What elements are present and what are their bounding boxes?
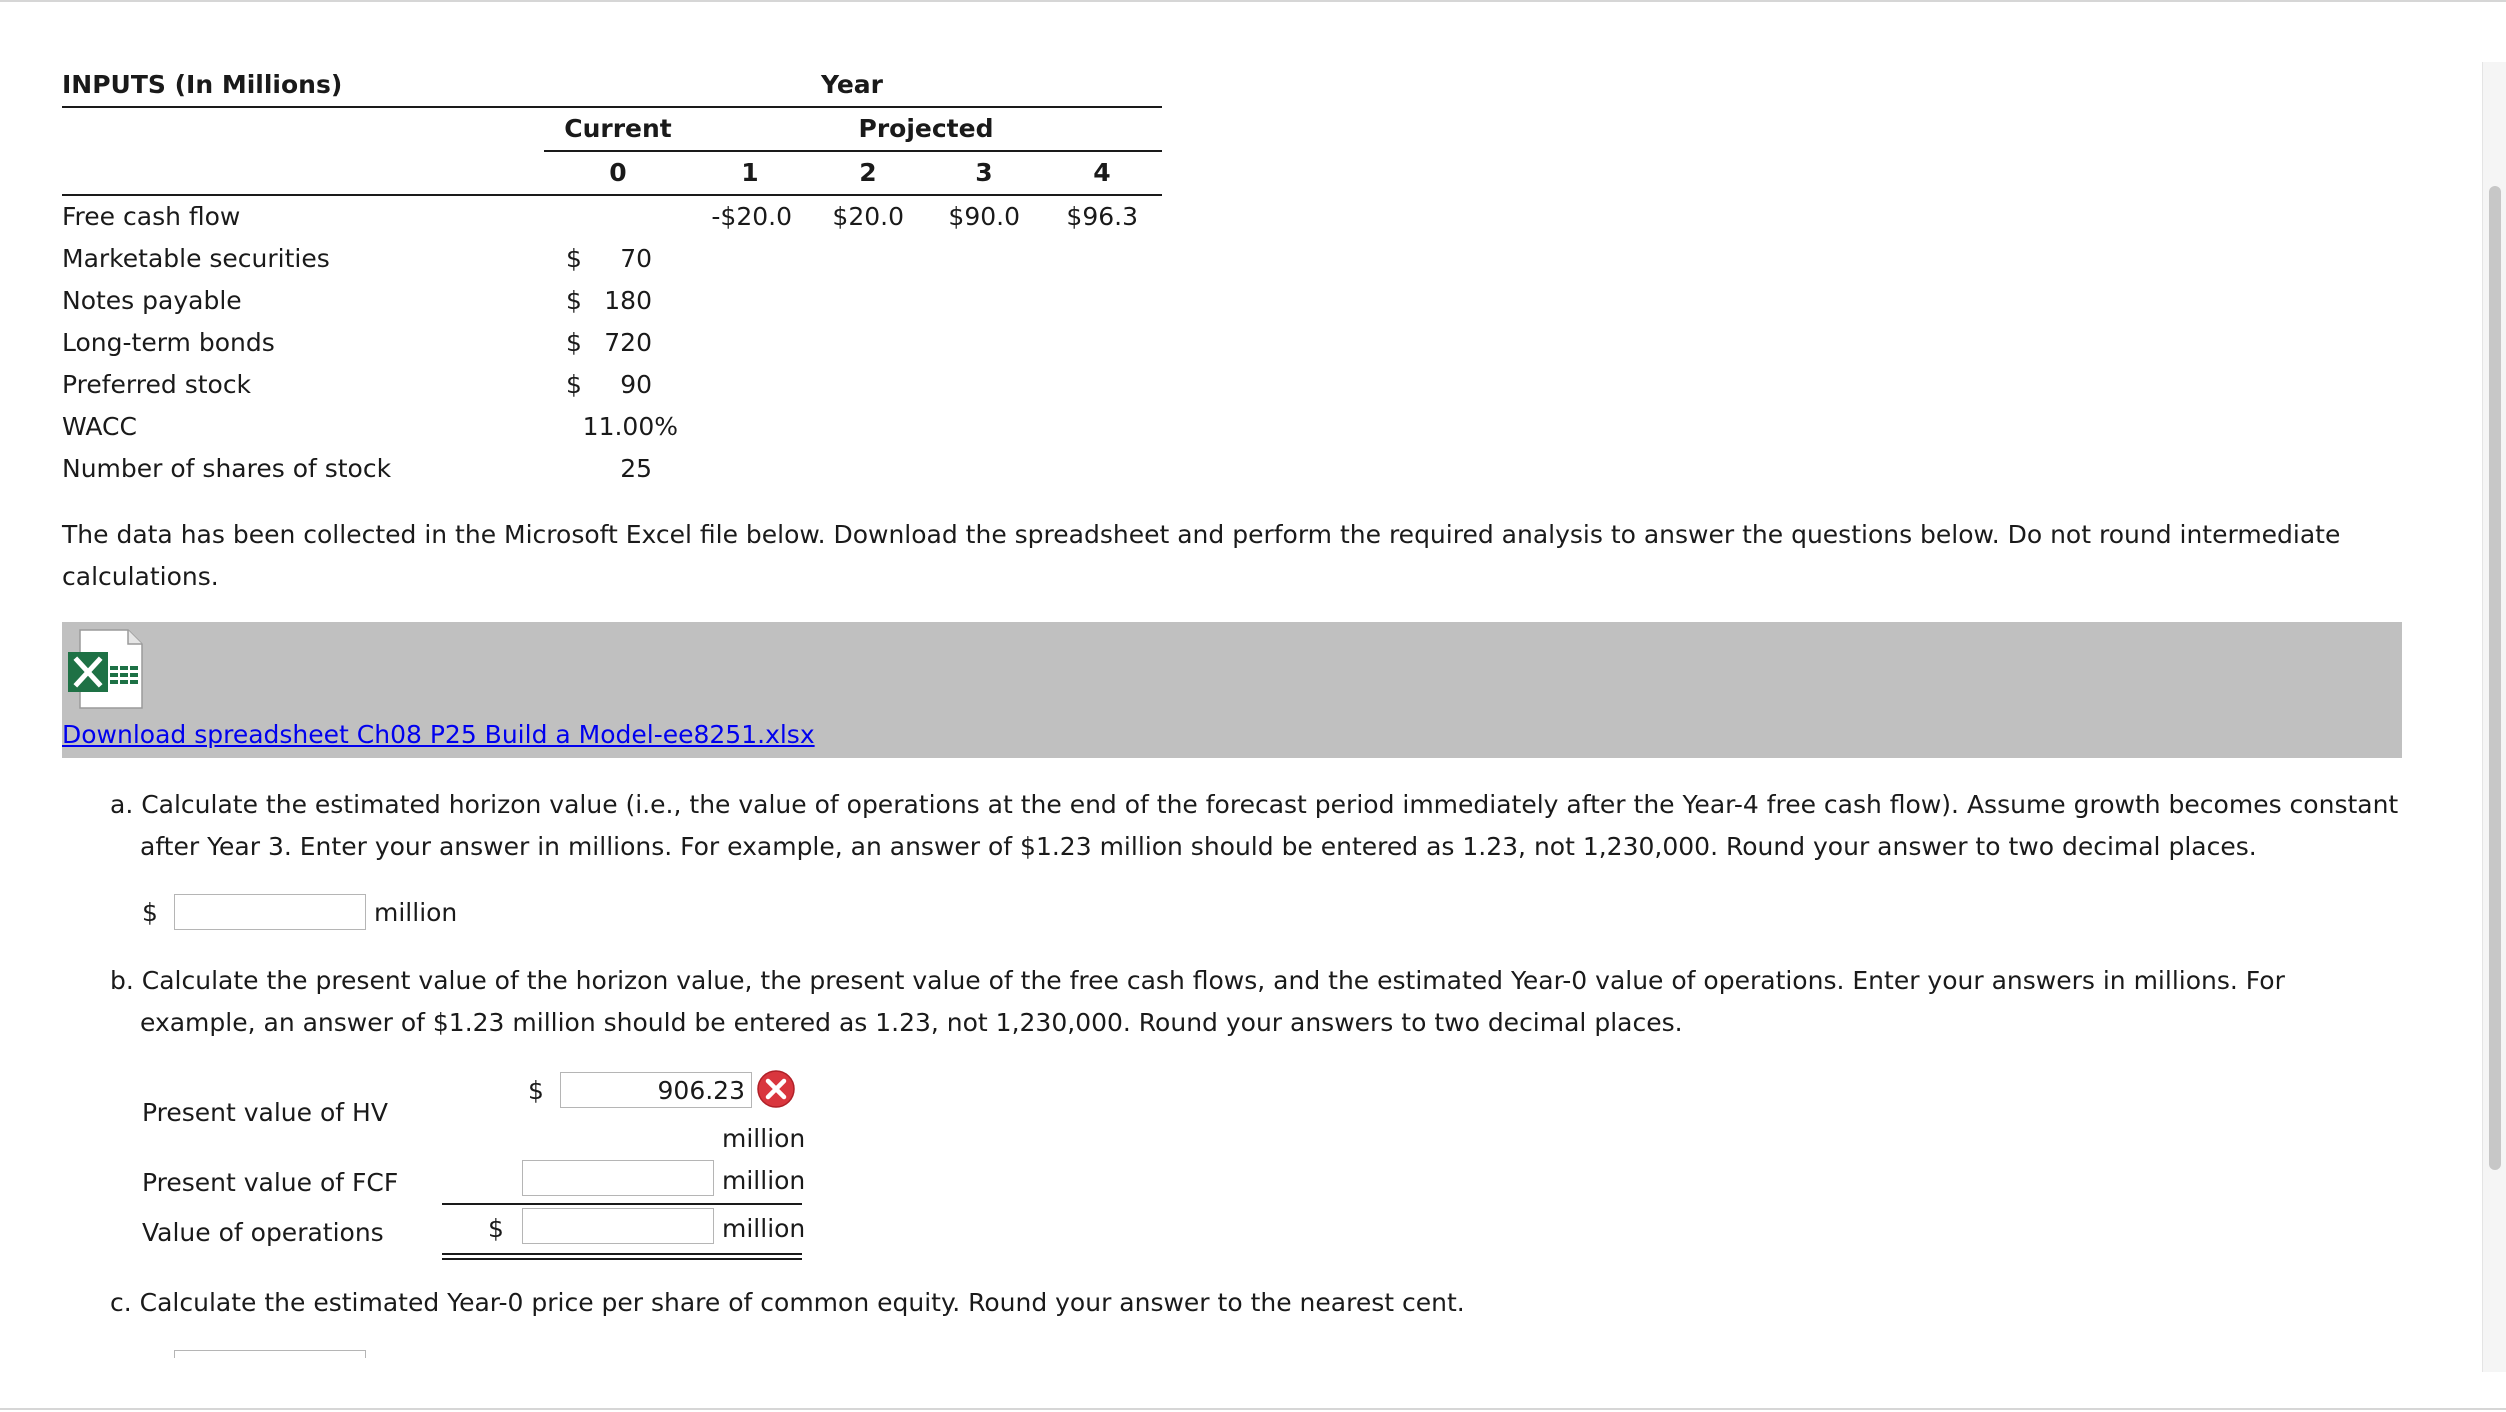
long-term-bonds-value: 720 [604,328,652,357]
title-underline [62,106,1162,108]
long-term-bonds-label: Long-term bonds [62,328,275,357]
marketable-securities-label: Marketable securities [62,244,330,273]
download-spreadsheet-link[interactable]: Download spreadsheet Ch08 P25 Build a Model-ee8251.xlsx [62,720,815,749]
header-underline [544,150,1162,152]
intro-text: The data has been collected in the Microsoft Excel file below. Download the spreadsheet and perform the required analysis to answer the questions below. Do not round intermediate calculations. [62,520,2341,591]
fcf-year-2: $20.0 [832,202,904,231]
pv-hv-input[interactable] [560,1072,752,1108]
marketable-securities-value: 70 [620,244,652,273]
wacc-label: WACC [62,412,137,441]
currency-symbol: $ [566,328,582,357]
incorrect-x-icon [756,1069,796,1109]
pv-hv-label: Present value of HV [142,1098,388,1127]
question-a-currency: $ [142,898,158,927]
years-underline [62,194,1162,196]
question-a-text: a. Calculate the estimated horizon value (i.e., the value of operations at the end of the forecast period immediately after the Year-4 free cash flow). Assume growth becomes constant after Year 3. Enter your answer in millions. For example, an answer of $1.23 million should be entered as 1.23, not 1,230,000. Round your answer to two decimal places. [110,790,2399,861]
fcf-year-3: $90.0 [948,202,1020,231]
fcf-year-4: $96.3 [1066,202,1138,231]
preferred-stock-value: 90 [620,370,652,399]
pv-fcf-unit: million [722,1166,806,1195]
fcf-year-1: -$20.0 [711,202,792,231]
currency-symbol: $ [566,370,582,399]
shares-value: 25 [620,454,652,483]
pv-fcf-label: Present value of FCF [142,1168,399,1197]
notes-payable-label: Notes payable [62,286,242,315]
question-b-text: b. Calculate the present value of the horizon value, the present value of the free cash flows, and the estimated Year-0 value of operations. Enter your answers in millions. For example, an answer of $1.23 million should be entered as 1.23, not 1,230,000. Round your answers to two decimal places. [110,966,2285,1037]
question-a-unit: million [374,898,458,927]
total-double-rule-bottom [442,1258,802,1260]
year-4: 4 [1093,158,1111,187]
value-ops-currency: $ [488,1214,504,1243]
top-border [0,0,2506,2]
preferred-stock-label: Preferred stock [62,370,252,399]
notes-payable-value: 180 [604,286,652,315]
horizon-value-input[interactable] [174,894,366,930]
inputs-title: INPUTS (In Millions) [62,70,343,99]
share-price-input-partial[interactable] [174,1350,366,1358]
currency-symbol: $ [566,244,582,273]
year-3: 3 [975,158,993,187]
value-ops-unit: million [722,1214,806,1243]
question-c-text: c. Calculate the estimated Year-0 price per share of common equity. Round your answer to the nearest cent. [110,1288,1465,1317]
fcf-label: Free cash flow [62,202,241,231]
year-header: Year [821,70,883,99]
projected-header: Projected [858,114,994,143]
wacc-value: 11.00% [582,412,678,441]
year-2: 2 [859,158,877,187]
value-of-operations-input[interactable] [522,1208,714,1244]
total-double-rule-top [442,1253,802,1255]
currency-symbol: $ [566,286,582,315]
bottom-border [0,1408,2506,1410]
scrollbar-thumb[interactable] [2489,186,2501,1170]
pv-fcf-input[interactable] [522,1160,714,1196]
current-header: Current [564,114,672,143]
pv-hv-currency: $ [528,1076,544,1105]
year-1: 1 [741,158,759,187]
shares-label: Number of shares of stock [62,454,392,483]
sum-rule [442,1203,802,1205]
year-0: 0 [609,158,627,187]
excel-file-icon[interactable] [66,628,144,710]
value-of-operations-label: Value of operations [142,1218,384,1247]
pv-hv-unit: million [722,1124,806,1153]
